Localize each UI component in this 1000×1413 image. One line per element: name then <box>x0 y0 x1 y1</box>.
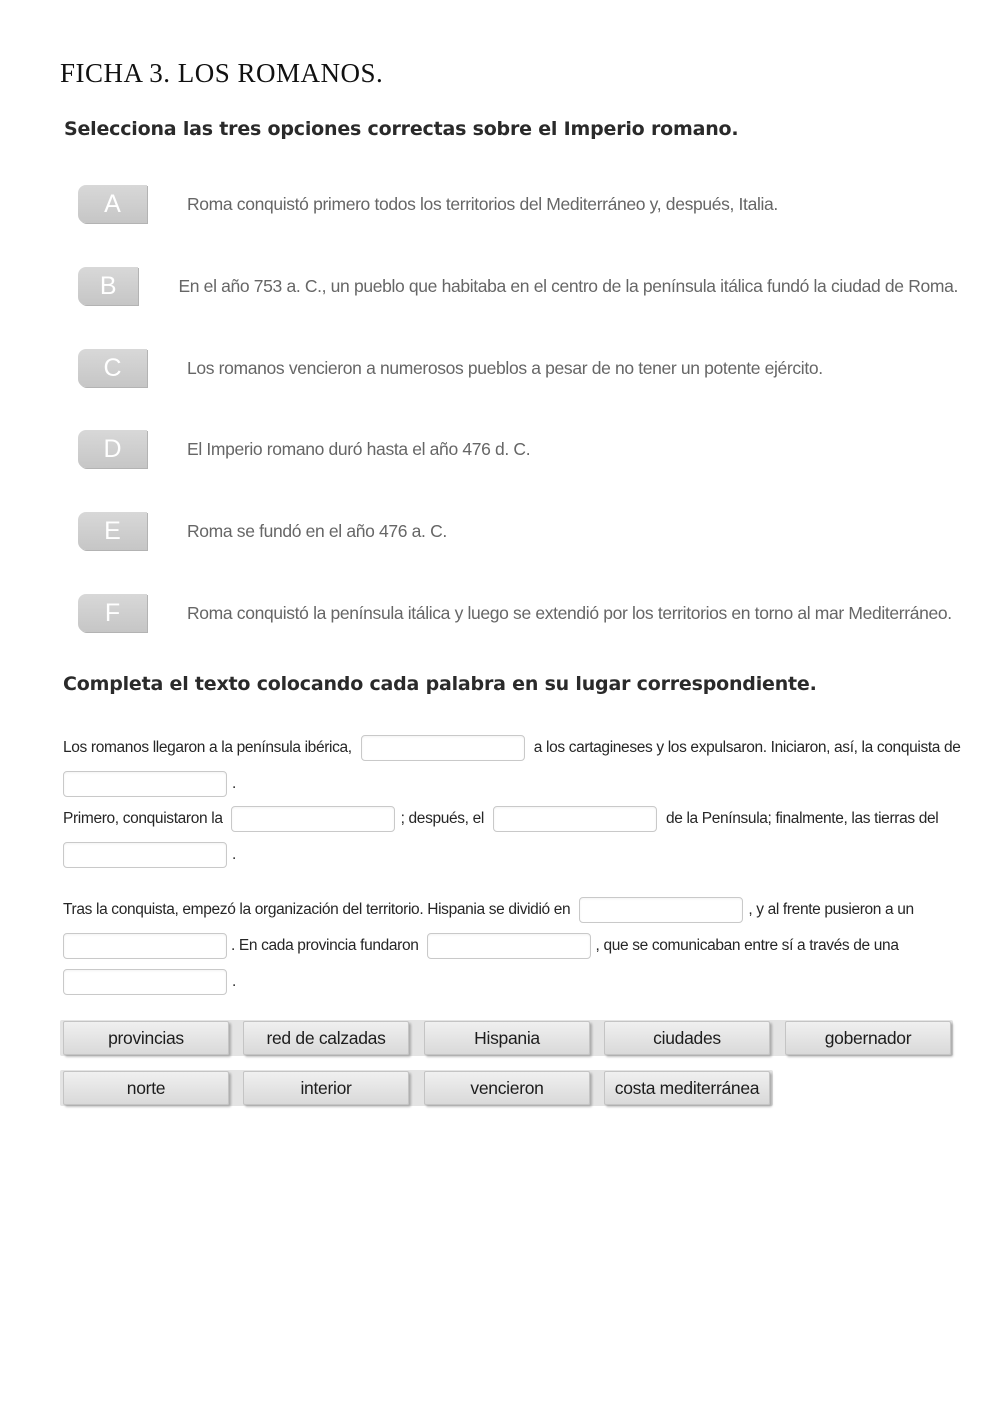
word-chip[interactable]: red de calzadas <box>243 1021 409 1055</box>
option-letter[interactable]: D <box>78 430 147 468</box>
text-fragment: de la Península; finalmente, las tierras del <box>665 810 939 827</box>
word-chip[interactable]: Hispania <box>424 1021 590 1055</box>
section2-heading: Completa el texto colocando cada palabra en su lugar correspondiente. <box>63 673 817 695</box>
option-f[interactable] <box>78 593 958 633</box>
blank-1[interactable] <box>361 735 525 761</box>
text-line-1 <box>63 734 961 762</box>
option-text: Roma conquistó la península itálica y luego se extendió por los territorios en torno al mar Mediterráneo. <box>187 602 952 623</box>
text-fragment: Los romanos llegaron a la península ibérica, <box>63 739 352 756</box>
option-e[interactable] <box>78 511 958 551</box>
page-title: FICHA 3. LOS ROMANOS. <box>60 58 384 88</box>
text-fragment: . En cada provincia fundaron <box>231 937 419 954</box>
text-fragment: Tras la conquista, empezó la organización del territorio. Hispania se dividió en <box>63 901 571 918</box>
option-text: Roma se fundó en el año 476 a. C. <box>187 520 447 541</box>
text-fragment: . <box>232 775 236 792</box>
text-fragment: , y al frente pusieron a un <box>748 901 914 918</box>
option-letter[interactable]: A <box>78 185 147 223</box>
text-line-7 <box>63 968 236 996</box>
text-fragment: . <box>232 973 236 990</box>
word-chip[interactable]: provincias <box>63 1021 229 1055</box>
text-line-6 <box>63 932 899 960</box>
option-b[interactable] <box>78 266 958 306</box>
option-a[interactable] <box>78 184 958 224</box>
word-chip[interactable]: gobernador <box>785 1021 951 1055</box>
option-letter[interactable]: B <box>78 267 138 305</box>
word-chip[interactable]: interior <box>243 1071 409 1105</box>
option-text: Roma conquistó primero todos los territorios del Mediterráneo y, después, Italia. <box>187 193 778 214</box>
section1-heading: Selecciona las tres opciones correctas sobre el Imperio romano. <box>64 118 739 140</box>
text-line-2 <box>63 770 236 798</box>
blank-2[interactable] <box>63 771 227 797</box>
option-d[interactable] <box>78 429 958 469</box>
blank-7[interactable] <box>63 933 227 959</box>
blank-6[interactable] <box>579 897 743 923</box>
text-fragment: , que se comunicaban entre sí a través de una <box>595 937 899 954</box>
word-chip[interactable]: vencieron <box>424 1071 590 1105</box>
option-letter[interactable]: C <box>78 349 147 387</box>
text-fragment: Primero, conquistaron la <box>63 810 223 827</box>
text-fragment: ; después, el <box>400 810 484 827</box>
option-text: En el año 753 a. C., un pueblo que habitaba en el centro de la península itálica fundó la ciudad de Roma. <box>178 275 958 296</box>
option-text: Los romanos vencieron a numerosos pueblos a pesar de no tener un potente ejército. <box>187 357 823 378</box>
blank-5[interactable] <box>63 842 227 868</box>
blank-4[interactable] <box>493 806 657 832</box>
blank-3[interactable] <box>231 806 395 832</box>
text-fragment: a los cartagineses y los expulsaron. Iniciaron, así, la conquista de <box>533 739 961 756</box>
text-line-5 <box>63 896 914 924</box>
option-letter[interactable]: E <box>78 512 147 550</box>
text-fragment: . <box>232 846 236 863</box>
blank-9[interactable] <box>63 969 227 995</box>
option-c[interactable] <box>78 348 958 388</box>
word-chip[interactable]: ciudades <box>604 1021 770 1055</box>
option-text: El Imperio romano duró hasta el año 476 d. C. <box>187 438 531 459</box>
text-line-4 <box>63 841 236 869</box>
blank-8[interactable] <box>427 933 591 959</box>
word-chip[interactable]: norte <box>63 1071 229 1105</box>
text-line-3 <box>63 805 938 833</box>
option-letter[interactable]: F <box>78 594 147 632</box>
word-chip[interactable]: costa mediterránea <box>604 1071 770 1105</box>
